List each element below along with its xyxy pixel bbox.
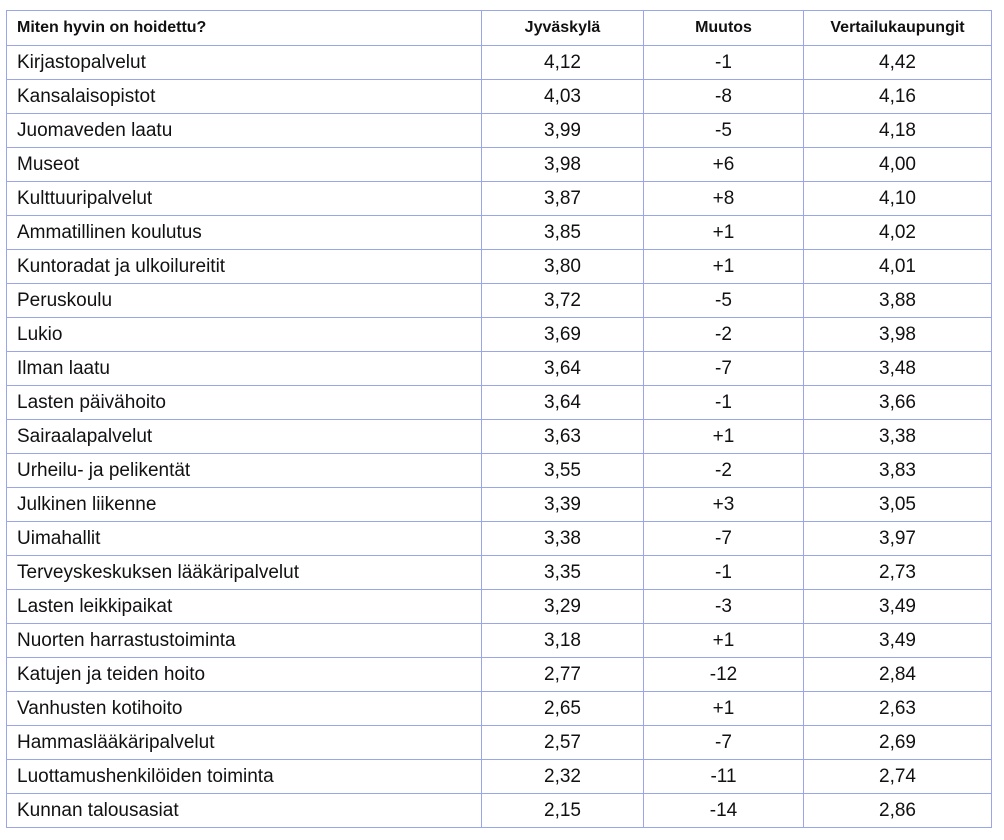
table-row (7, 148, 992, 182)
jyvaskyla-value-cell: 3,39 (482, 488, 644, 522)
change-value-cell: -2 (644, 318, 804, 352)
change-value-cell: +1 (644, 692, 804, 726)
jyvaskyla-value-cell: 2,15 (482, 794, 644, 828)
table-row (7, 454, 992, 488)
table-row (7, 760, 992, 794)
service-name-cell: Kulttuuripalvelut (7, 182, 482, 216)
service-name-cell: Lasten päivähoito (7, 386, 482, 420)
jyvaskyla-value-cell: 2,65 (482, 692, 644, 726)
jyvaskyla-value-cell: 3,80 (482, 250, 644, 284)
comparison-value-cell: 3,49 (804, 624, 992, 658)
jyvaskyla-value-cell: 3,29 (482, 590, 644, 624)
comparison-value-cell: 4,02 (804, 216, 992, 250)
service-name-cell: Terveyskeskuksen lääkäripalvelut (7, 556, 482, 590)
service-name-cell: Katujen ja teiden hoito (7, 658, 482, 692)
comparison-value-cell: 4,10 (804, 182, 992, 216)
table-row (7, 216, 992, 250)
table-row (7, 692, 992, 726)
jyvaskyla-value-cell: 3,35 (482, 556, 644, 590)
service-rating-table (6, 10, 992, 828)
jyvaskyla-value-cell: 4,12 (482, 46, 644, 80)
jyvaskyla-value-cell: 4,03 (482, 80, 644, 114)
service-name-cell: Museot (7, 148, 482, 182)
jyvaskyla-value-cell: 3,64 (482, 352, 644, 386)
comparison-value-cell: 4,00 (804, 148, 992, 182)
comparison-value-cell: 2,74 (804, 760, 992, 794)
service-name-cell: Ammatillinen koulutus (7, 216, 482, 250)
service-name-cell: Luottamushenkilöiden toiminta (7, 760, 482, 794)
table-body (7, 46, 992, 828)
comparison-value-cell: 2,63 (804, 692, 992, 726)
comparison-value-cell: 3,48 (804, 352, 992, 386)
change-value-cell: +8 (644, 182, 804, 216)
change-value-cell: -5 (644, 284, 804, 318)
comparison-value-cell: 3,98 (804, 318, 992, 352)
header-comparison-cities: Vertailukaupungit (804, 11, 992, 46)
table-row (7, 386, 992, 420)
table-row (7, 46, 992, 80)
change-value-cell: +3 (644, 488, 804, 522)
change-value-cell: -2 (644, 454, 804, 488)
service-name-cell: Kunnan talousasiat (7, 794, 482, 828)
change-value-cell: +1 (644, 624, 804, 658)
change-value-cell: -12 (644, 658, 804, 692)
service-name-cell: Urheilu- ja pelikentät (7, 454, 482, 488)
jyvaskyla-value-cell: 3,85 (482, 216, 644, 250)
comparison-value-cell: 3,97 (804, 522, 992, 556)
service-name-cell: Nuorten harrastustoiminta (7, 624, 482, 658)
jyvaskyla-value-cell: 3,63 (482, 420, 644, 454)
table-row (7, 114, 992, 148)
table-row (7, 318, 992, 352)
service-name-cell: Julkinen liikenne (7, 488, 482, 522)
jyvaskyla-value-cell: 3,98 (482, 148, 644, 182)
table-row (7, 794, 992, 828)
comparison-value-cell: 3,83 (804, 454, 992, 488)
table-row (7, 624, 992, 658)
table-row (7, 420, 992, 454)
comparison-value-cell: 2,73 (804, 556, 992, 590)
service-name-cell: Peruskoulu (7, 284, 482, 318)
jyvaskyla-value-cell: 3,55 (482, 454, 644, 488)
change-value-cell: -14 (644, 794, 804, 828)
comparison-value-cell: 3,66 (804, 386, 992, 420)
change-value-cell: -7 (644, 352, 804, 386)
jyvaskyla-value-cell: 2,57 (482, 726, 644, 760)
comparison-value-cell: 4,18 (804, 114, 992, 148)
jyvaskyla-value-cell: 3,99 (482, 114, 644, 148)
change-value-cell: -3 (644, 590, 804, 624)
change-value-cell: -7 (644, 522, 804, 556)
comparison-value-cell: 2,69 (804, 726, 992, 760)
change-value-cell: -8 (644, 80, 804, 114)
change-value-cell: +1 (644, 420, 804, 454)
change-value-cell: +6 (644, 148, 804, 182)
table-row (7, 488, 992, 522)
change-value-cell: -1 (644, 46, 804, 80)
service-name-cell: Hammaslääkäripalvelut (7, 726, 482, 760)
comparison-value-cell: 2,86 (804, 794, 992, 828)
table-row (7, 284, 992, 318)
comparison-value-cell: 3,05 (804, 488, 992, 522)
service-name-cell: Uimahallit (7, 522, 482, 556)
service-name-cell: Ilman laatu (7, 352, 482, 386)
table-row (7, 522, 992, 556)
table-row (7, 250, 992, 284)
change-value-cell: -1 (644, 386, 804, 420)
service-name-cell: Kansalaisopistot (7, 80, 482, 114)
change-value-cell: +1 (644, 250, 804, 284)
service-name-cell: Kuntoradat ja ulkoilureitit (7, 250, 482, 284)
comparison-value-cell: 2,84 (804, 658, 992, 692)
comparison-value-cell: 4,16 (804, 80, 992, 114)
table-row (7, 182, 992, 216)
service-name-cell: Juomaveden laatu (7, 114, 482, 148)
service-name-cell: Kirjastopalvelut (7, 46, 482, 80)
jyvaskyla-value-cell: 3,69 (482, 318, 644, 352)
jyvaskyla-value-cell: 2,77 (482, 658, 644, 692)
header-service: Miten hyvin on hoidettu? (7, 11, 482, 46)
change-value-cell: -1 (644, 556, 804, 590)
table-row (7, 80, 992, 114)
header-jyvaskyla: Jyväskylä (482, 11, 644, 46)
jyvaskyla-value-cell: 2,32 (482, 760, 644, 794)
comparison-value-cell: 4,01 (804, 250, 992, 284)
service-name-cell: Sairaalapalvelut (7, 420, 482, 454)
jyvaskyla-value-cell: 3,38 (482, 522, 644, 556)
table-row (7, 726, 992, 760)
change-value-cell: +1 (644, 216, 804, 250)
table-row (7, 590, 992, 624)
jyvaskyla-value-cell: 3,87 (482, 182, 644, 216)
comparison-value-cell: 3,38 (804, 420, 992, 454)
table-row (7, 658, 992, 692)
service-name-cell: Lasten leikkipaikat (7, 590, 482, 624)
table-row (7, 556, 992, 590)
table-row (7, 352, 992, 386)
table-container (6, 10, 992, 828)
service-name-cell: Lukio (7, 318, 482, 352)
header-change: Muutos (644, 11, 804, 46)
jyvaskyla-value-cell: 3,72 (482, 284, 644, 318)
comparison-value-cell: 3,49 (804, 590, 992, 624)
comparison-value-cell: 4,42 (804, 46, 992, 80)
comparison-value-cell: 3,88 (804, 284, 992, 318)
change-value-cell: -7 (644, 726, 804, 760)
service-name-cell: Vanhusten kotihoito (7, 692, 482, 726)
change-value-cell: -5 (644, 114, 804, 148)
change-value-cell: -11 (644, 760, 804, 794)
jyvaskyla-value-cell: 3,18 (482, 624, 644, 658)
table-header-row (7, 11, 992, 46)
jyvaskyla-value-cell: 3,64 (482, 386, 644, 420)
